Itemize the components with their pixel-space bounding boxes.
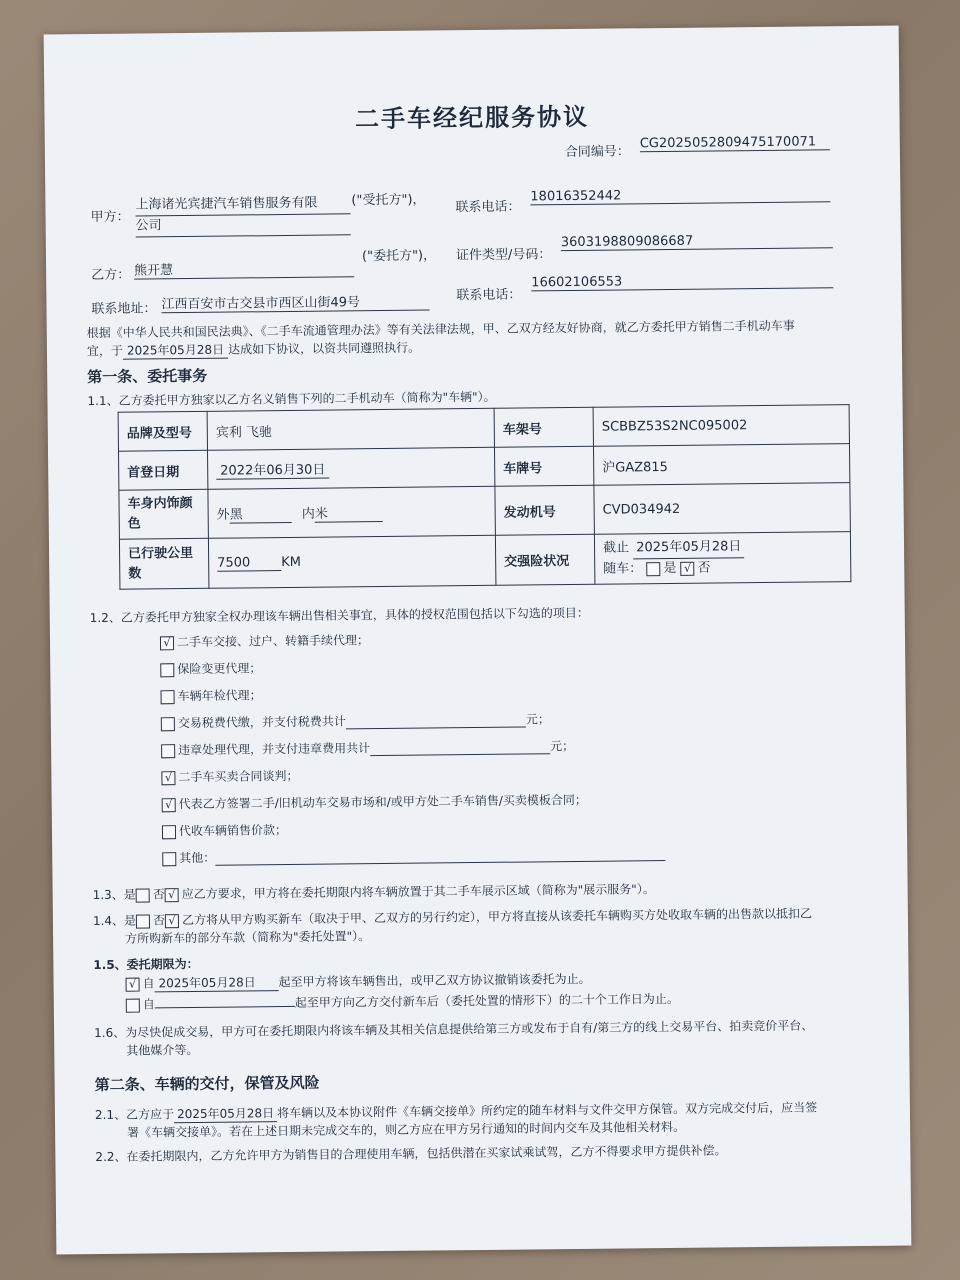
table-row xyxy=(119,483,850,540)
clause-1-5-b: 自 起至甲方向乙方交付新车后（委托处置的情形下）的二十个工作日为止。 xyxy=(126,990,679,1013)
c14-no-checkbox[interactable]: √ xyxy=(165,914,179,928)
option-sign-contract-checkbox[interactable]: √ xyxy=(162,798,176,812)
c15-a-checkbox[interactable]: √ xyxy=(126,977,140,991)
c13-yes-checkbox[interactable] xyxy=(136,888,150,902)
clause-2-1-line2: 署《车辆交接单》。若在上述日期未完成交车的，则乙方应在甲方另行通知的时间内交车及其他相关材料。 xyxy=(127,1119,686,1140)
insurance-label: 交强险状况 xyxy=(495,534,595,585)
clause-1-4-line2: 方所购新车的部分车款（简称为"委托处置"）。 xyxy=(125,929,371,946)
option-violation-checkbox[interactable] xyxy=(161,744,175,758)
option-insurance-checkbox[interactable] xyxy=(160,663,174,677)
party-a-role: ("受托方")， xyxy=(351,192,426,209)
party-b-name: 熊开慧 xyxy=(134,257,354,279)
plate-value: 沪GAZ815 xyxy=(593,444,849,486)
option-inspection: 车辆年检代理； xyxy=(160,686,261,704)
party-b-phone: 16602106553 xyxy=(531,272,833,291)
option-insurance: 保险变更代理； xyxy=(160,659,261,677)
reg-date-label: 首登日期 xyxy=(119,450,208,490)
option-negotiation: √ 二手车买卖合同谈判； xyxy=(161,767,298,785)
party-a-label: 甲方： xyxy=(90,209,130,226)
with-car-no-checkbox[interactable]: √ xyxy=(681,561,695,575)
table-row xyxy=(119,532,850,590)
clause-1-3: 1.3、是 否 √ 应乙方要求，甲方将在委托期限内将车辆放置于其二手车展示区域（简称为"展示服务"）。 xyxy=(92,882,655,903)
contract-page xyxy=(44,26,912,1255)
clause-1-6: 1.6、为尽快促成交易，甲方可在委托期限内将该车辆及其相关信息提供给第三方或发布于自有/第三方的线上交易平台、拍卖竞价平台、 xyxy=(94,1018,814,1041)
mileage-label: 已行驶公里数 xyxy=(119,538,209,589)
party-b-id: 360319880908668​7 xyxy=(561,232,833,251)
address-label: 联系地址： xyxy=(91,301,157,318)
party-b-label: 乙方： xyxy=(91,267,131,284)
contract-no-value: CG2025052809475170071 xyxy=(640,134,830,152)
plate-label: 车牌号 xyxy=(494,446,593,486)
section-2-heading: 第二条、车辆的交付，保管及风险 xyxy=(94,1073,320,1095)
party-a-name: 上海诸光宾捷汽车销售服务有限 公司 xyxy=(135,193,350,237)
vehicle-table xyxy=(118,404,852,590)
option-negotiation-checkbox[interactable]: √ xyxy=(161,771,175,785)
section-1-heading: 第一条、委托事务 xyxy=(87,366,208,387)
preamble-line2: 宜，于 2025年05月28日 达成如下协议，以资共同遵照执行。 xyxy=(86,340,421,359)
c15-b-checkbox[interactable] xyxy=(126,998,140,1012)
contract-no-label: 合同编号： xyxy=(564,144,630,161)
with-car-yes-checkbox[interactable] xyxy=(646,562,660,576)
clause-2-1: 2.1、乙方应于 2025年05月28日 将车辆以及本协议附件《车辆交接单》所约定的随车材料与文件交甲方保管。双方完成交付后，应当签 xyxy=(94,1100,818,1123)
option-transfer-checkbox[interactable]: √ xyxy=(160,636,174,650)
c14-yes-checkbox[interactable] xyxy=(136,914,150,928)
page-title: 二手车经纪服务协议 xyxy=(354,102,590,134)
option-collect-payment: 代收车辆销售价款； xyxy=(162,821,287,839)
party-b-role: ("委托方")， xyxy=(361,248,437,265)
clause-1-4: 1.4、是 否 √ 乙方将从甲方购买新车（取决于甲、乙双方的另行约定），甲方将直接从该委托车辆购买方处收取车辆的出售款以抵扣乙 xyxy=(92,906,813,929)
color-label: 车身内饰颜色 xyxy=(119,489,209,539)
preamble-line1: 根据《中华人民共和国民法典》、《二手车流通管理办法》等有关法律法规，甲、乙双方经友好协商，就乙方委托甲方销售二手机动车事 xyxy=(86,318,795,341)
vin-label: 车架号 xyxy=(494,407,593,447)
clause-1-6-line2: 其他媒介等。 xyxy=(126,1042,199,1058)
brand-label: 品牌及型号 xyxy=(118,411,207,451)
party-b-id-label: 证件类型/号码： xyxy=(455,247,552,264)
party-a-phone-label: 联系电话： xyxy=(455,199,521,216)
c13-no-checkbox[interactable]: √ xyxy=(165,888,179,902)
mileage-cell: 7500 KM xyxy=(208,535,496,588)
option-tax: 交易税费代缴，并支付税费共计 元； xyxy=(161,710,550,731)
party-a-phone: 18016352442 xyxy=(530,186,830,205)
clause-1-5-heading: 1.5、委托期限为： xyxy=(93,956,199,973)
clause-1-1: 1.1、乙方委托甲方独家以乙方名义销售下列的二手机动车（简称为"车辆"）。 xyxy=(87,389,496,409)
engine-label: 发动机号 xyxy=(495,485,595,535)
clause-2-2: 2.2、在委托期限内，乙方允许甲方为销售目的合理使用车辆，包括供潜在买家试乘试驾，乙方不得要求甲方提供补偿。 xyxy=(95,1143,727,1165)
engine-value: CVD034942 xyxy=(594,483,850,535)
option-tax-checkbox[interactable] xyxy=(161,717,175,731)
option-transfer: √ 二手车交接、过户、转籍手续代理； xyxy=(160,631,369,650)
reg-date-cell: 2022年06月30日 xyxy=(207,447,494,489)
brand-value: 宾利 飞驰 xyxy=(207,408,494,450)
party-b-phone-label: 联系电话： xyxy=(456,287,522,304)
option-sign-contract: √ 代表乙方签署二手/旧机动车交易市场和/或甲方处二手车销售/买卖模板合同； xyxy=(162,791,587,812)
color-cell: 外黑 内米 xyxy=(208,486,495,538)
address-value: 江西百安市古交县市西区山街49号 xyxy=(161,290,429,313)
option-violation: 违章处理代理，并支付违章费用共计 元； xyxy=(161,737,574,758)
option-collect-payment-checkbox[interactable] xyxy=(162,825,176,839)
vin-value: SCBBZ53S2NC095002 xyxy=(593,405,849,447)
clause-1-2: 1.2、乙方委托甲方独家全权办理该车辆出售相关事宜，具体的授权范围包括以下勾选的项目： xyxy=(89,605,589,626)
clause-1-5-a: √ 自 2025年05月28日 起至甲方将该车辆售出，或甲乙双方协议撤销该委托为止。 xyxy=(125,970,590,993)
option-inspection-checkbox[interactable] xyxy=(161,690,175,704)
option-other: 其他： xyxy=(162,844,665,866)
option-other-checkbox[interactable] xyxy=(162,852,176,866)
insurance-cell: 截止 2025年05月28日 随车： 是 √ 否 xyxy=(594,532,851,585)
